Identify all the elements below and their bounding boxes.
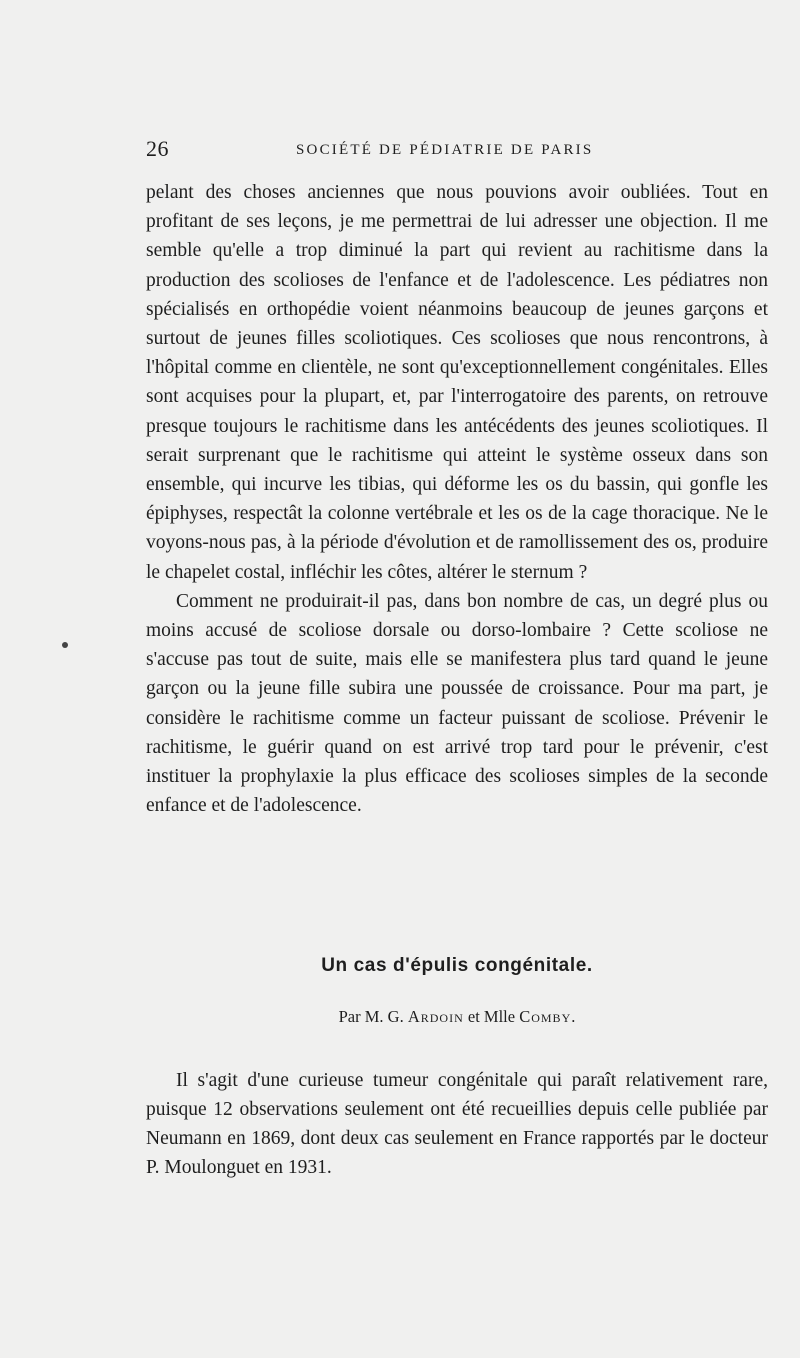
body-paragraph-2: Comment ne produirait-il pas, dans bon nombre de cas, un degré plus ou moins accusé de scoliose dorsale ou dorso-lombaire ? Cette scoliose ne s'accuse pas tout de suite, mais elle se manifestera plus tard quand le jeune garçon ou la jeune fille subira une poussée de croissance. Pour ma part, je considère le rachitisme comme un facteur puissant de scoliose. Prévenir le rachitisme, le guérir quand on est arrivé trop tard pour le prévenir, c'est instituer la prophylaxie la plus efficace des scolioses simples de la seconde enfance et de l'adolescence.	[146, 590, 768, 817]
article-title: Un cas d'épulis congénitale.	[321, 955, 593, 976]
continued-text	[146, 178, 768, 820]
author-ardoin: Ardoin	[407, 1007, 464, 1026]
article-byline	[146, 1007, 768, 1027]
article-paragraph-1: Il s'agit d'une curieuse tumeur congénitale qui paraît relativement rare, puisque 12 observations seulement ont été recueillies depuis celle publiée par Neumann en 1869, dont deux cas seulement en France rapportés par le docteur P. Moulonguet en 1931.	[146, 1069, 768, 1179]
byline-suffix: .	[571, 1007, 576, 1026]
journal-title: SOCIÉTÉ DE PÉDIATRIE DE PARIS	[296, 142, 594, 158]
article-body	[146, 1046, 768, 1202]
margin-dot	[62, 642, 68, 648]
byline-prefix: Par M. G.	[338, 1007, 408, 1026]
body-paragraph-1: pelant des choses anciennes que nous pouvions avoir oubliées. Tout en profitant de ses leçons, je me permettrai de lui adresser une objection. Il me semble qu'elle a trop diminué la part qui revient au rachitisme dans la production des scolioses de l'enfance et de l'adolescence. Les pédiatres non spécialisés en orthopédie voient néanmoins beaucoup de jeunes garçons et surtout de jeunes filles scoliotiques. Ces scolioses que nous rencontrons, à l'hôpital comme en clientèle, ne sont qu'exceptionnellement congénitales. Elles sont acquises pour la plupart, et, par l'interrogatoire des parents, on retrouve presque toujours le rachitisme dans les antécédents des jeunes scoliotiques. Il serait surprenant que le rachitisme qui atteint le système osseux dans son ensemble, qui incurve les tibias, qui déforme les os du bassin, qui gonfle les épiphyses, respectât la colonne vertébrale et les os de la cage thoracique. Ne le voyons-nous pas, à la période d'évolution et de ramollissement des os, produire le chapelet costal, infléchir les côtes, altérer le sternum ?	[146, 182, 768, 583]
byline-mid: et Mlle	[463, 1007, 520, 1026]
running-header	[146, 136, 766, 166]
author-comby: Comby	[519, 1007, 572, 1026]
page-number: 26	[146, 136, 169, 161]
